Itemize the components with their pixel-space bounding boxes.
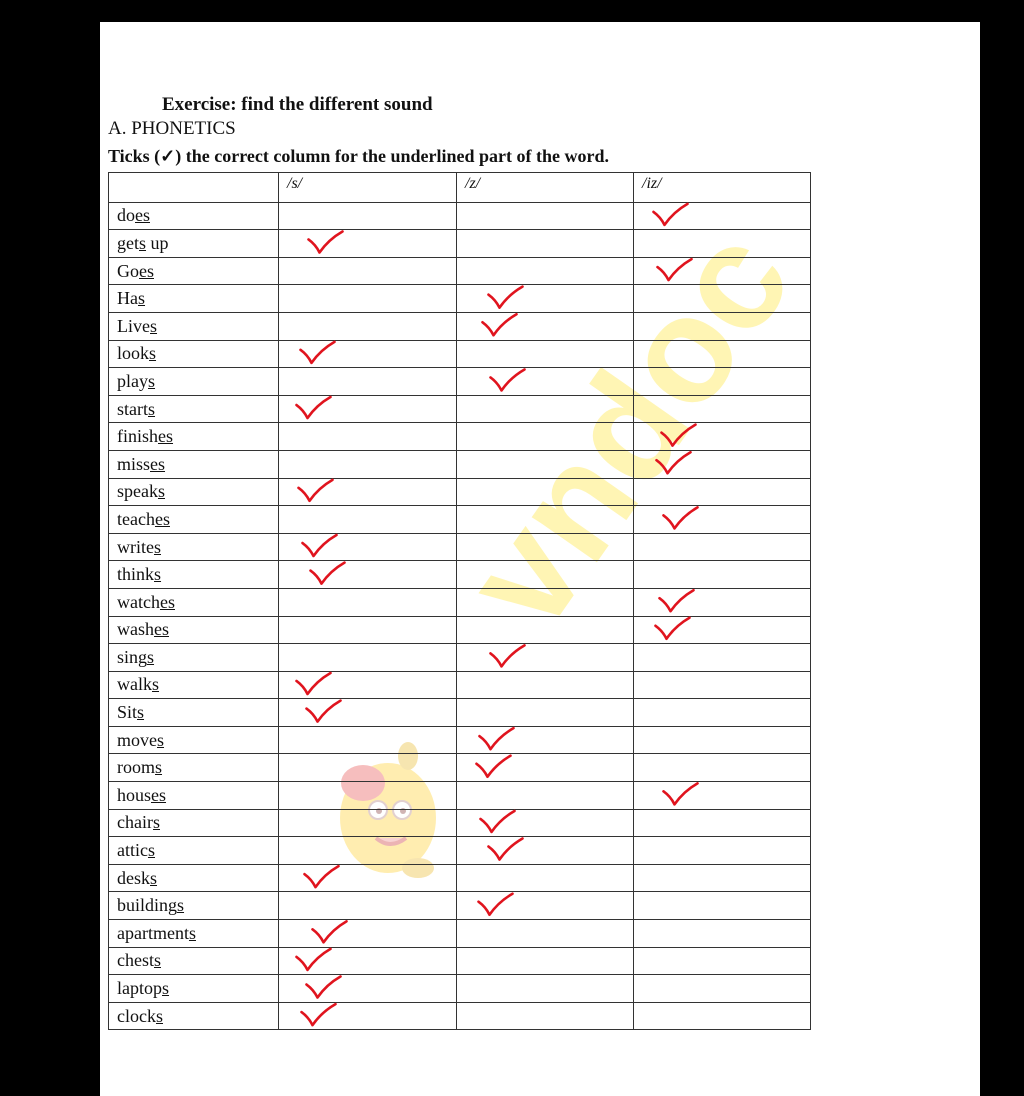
word-stem: room [117,757,155,778]
word-stem: speak [117,481,158,502]
table-row [109,754,811,782]
answer-cell-z[interactable] [457,616,634,644]
answer-cell-s[interactable] [279,368,457,396]
underlined-ending: s [150,315,158,336]
word-cell [109,699,279,727]
answer-cell-iz[interactable] [634,561,811,589]
table-row [109,671,811,699]
answer-cell-iz[interactable] [634,230,811,258]
underlined-ending: s [152,674,160,695]
answer-cell-s[interactable] [279,312,457,340]
underlined-ending: es [139,260,154,281]
word-stem: laptop [117,978,162,999]
header-word-cell [109,173,279,203]
answer-cell-iz[interactable] [634,726,811,754]
answer-cell-s[interactable] [279,1002,457,1030]
word-cell [109,423,279,451]
answer-cell-iz[interactable] [634,616,811,644]
word-stem: Go [117,260,139,281]
word-cell [109,395,279,423]
word-stem: walk [117,674,152,695]
table-row [109,285,811,313]
answer-cell-z[interactable] [457,671,634,699]
table-row [109,395,811,423]
underlined-ending: s [188,922,196,943]
table-row [109,699,811,727]
header-sound-3: /iz/ [634,173,811,203]
underlined-ending: s [177,895,185,916]
table-row [109,644,811,672]
answer-cell-iz[interactable] [634,395,811,423]
underlined-ending: es [154,619,169,640]
answer-cell-s[interactable] [279,644,457,672]
word-cell [109,671,279,699]
answer-cell-z[interactable] [457,230,634,258]
table-row [109,1002,811,1030]
underlined-ending: es [158,426,174,447]
word-cell [109,809,279,837]
word-cell [109,202,279,230]
answer-cell-s[interactable] [279,202,457,230]
underlined-ending: s [149,343,157,364]
answer-cell-iz[interactable] [634,754,811,782]
word-cell [109,285,279,313]
watermark: vndoc [431,199,823,658]
underlined-ending: s [155,757,163,778]
underlined-ending: s [152,812,160,833]
answer-cell-s[interactable] [279,920,457,948]
word-stem: hous [117,784,152,805]
underlined-ending: s [153,950,161,971]
word-stem: sing [117,646,148,667]
answer-cell-iz[interactable] [634,312,811,340]
table-row [109,478,811,506]
word-stem: finish [117,426,159,447]
answer-cell-iz[interactable] [634,340,811,368]
answer-cell-s[interactable] [279,671,457,699]
instruction-text: Ticks (✓) the correct column for the underlined part of the word. [108,146,610,166]
answer-cell-z[interactable] [457,533,634,561]
underlined-ending: es [159,591,175,612]
answer-cell-iz[interactable] [634,699,811,727]
word-stem: get [117,232,139,253]
word-cell [109,837,279,865]
word-cell [109,312,279,340]
word-cell [109,230,279,258]
table-row [109,837,811,865]
word-cell [109,892,279,920]
answer-cell-z[interactable] [457,726,634,754]
answer-cell-iz[interactable] [634,506,811,534]
word-stem: building [117,895,178,916]
table-row [109,340,811,368]
table-row [109,726,811,754]
answer-cell-iz[interactable] [634,285,811,313]
underlined-ending: s [147,646,155,667]
header-sound-2: /z/ [457,173,634,203]
word-stem: wash [117,619,154,640]
answer-cell-iz[interactable] [634,892,811,920]
answer-cell-z[interactable] [457,506,634,534]
answer-cell-s[interactable] [279,699,457,727]
answer-cell-iz[interactable] [634,671,811,699]
answer-cell-z[interactable] [457,450,634,478]
underlined-ending: s [154,564,162,585]
section-heading: A. PHONETICS [108,118,236,139]
answer-cell-s[interactable] [279,892,457,920]
table-row [109,533,811,561]
word-stem: teach [117,508,155,529]
word-stem: write [117,536,154,557]
answer-cell-iz[interactable] [634,920,811,948]
word-stem: Sit [117,702,138,723]
answer-cell-s[interactable] [279,726,457,754]
underlined-ending: es [151,784,167,805]
table-row [109,202,811,230]
answer-cell-z[interactable] [457,340,634,368]
answer-cell-z[interactable] [457,920,634,948]
word-stem: desk [117,867,150,888]
answer-cell-iz[interactable] [634,423,811,451]
answer-cell-z[interactable] [457,975,634,1003]
word-stem: start [117,398,148,419]
answer-cell-z[interactable] [457,423,634,451]
word-stem: Live [117,315,150,336]
word-cell [109,644,279,672]
underlined-ending: s [150,867,158,888]
word-stem: clock [117,1005,156,1026]
word-cell [109,533,279,561]
header-row [109,173,811,203]
table-row [109,312,811,340]
underlined-ending: s [157,481,165,502]
answer-cell-z[interactable] [457,864,634,892]
answer-cell-s[interactable] [279,506,457,534]
table-row [109,450,811,478]
answer-cell-z[interactable] [457,395,634,423]
word-stem: play [117,370,148,391]
word-stem: chair [117,812,153,833]
word-cell [109,975,279,1003]
answer-cell-iz[interactable] [634,257,811,285]
answer-cell-s[interactable] [279,533,457,561]
answer-cell-z[interactable] [457,368,634,396]
answer-cell-z[interactable] [457,809,634,837]
word-cell [109,1002,279,1030]
word-cell [109,368,279,396]
word-cell [109,864,279,892]
word-stem: watch [117,591,160,612]
answer-cell-z[interactable] [457,754,634,782]
phonetics-table [108,172,811,1030]
underlined-ending: s [148,398,156,419]
table-row [109,864,811,892]
answer-cell-s[interactable] [279,864,457,892]
answer-cell-s[interactable] [279,230,457,258]
word-cell [109,588,279,616]
table-row [109,782,811,810]
word-stem: miss [117,453,151,474]
answer-cell-iz[interactable] [634,533,811,561]
table-row [109,588,811,616]
answer-cell-iz[interactable] [634,450,811,478]
answer-cell-iz[interactable] [634,947,811,975]
answer-cell-iz[interactable] [634,1002,811,1030]
answer-cell-z[interactable] [457,699,634,727]
answer-cell-z[interactable] [457,1002,634,1030]
table-row [109,947,811,975]
underlined-ending: s [138,288,146,309]
word-cell [109,782,279,810]
answer-cell-s[interactable] [279,588,457,616]
answer-cell-z[interactable] [457,782,634,810]
answer-cell-s[interactable] [279,809,457,837]
word-stem: do [117,205,135,226]
word-stem: move [117,729,157,750]
underlined-ending: s [147,840,155,861]
answer-cell-z[interactable] [457,285,634,313]
answer-cell-iz[interactable] [634,368,811,396]
answer-cell-iz[interactable] [634,202,811,230]
table-row [109,920,811,948]
underlined-ending: es [150,453,166,474]
table-row [109,230,811,258]
word-cell [109,561,279,589]
answer-cell-iz[interactable] [634,837,811,865]
answer-cell-s[interactable] [279,561,457,589]
answer-cell-iz[interactable] [634,809,811,837]
word-cell [109,257,279,285]
word-cell [109,754,279,782]
answer-cell-z[interactable] [457,312,634,340]
answer-cell-s[interactable] [279,285,457,313]
answer-cell-s[interactable] [279,947,457,975]
answer-cell-s[interactable] [279,616,457,644]
underlined-ending: s [162,978,170,999]
answer-cell-iz[interactable] [634,644,811,672]
answer-cell-s[interactable] [279,340,457,368]
word-cell [109,726,279,754]
answer-cell-s[interactable] [279,257,457,285]
table-body [109,173,811,1030]
word-cell [109,920,279,948]
word-cell [109,478,279,506]
answer-cell-s[interactable] [279,754,457,782]
answer-cell-iz[interactable] [634,782,811,810]
word-stem: look [117,343,150,364]
header-sound-1: /s/ [279,173,457,203]
answer-cell-s[interactable] [279,975,457,1003]
table-row [109,423,811,451]
answer-cell-z[interactable] [457,202,634,230]
answer-cell-z[interactable] [457,257,634,285]
underlined-ending: s [153,536,161,557]
underlined-ending: s [155,1005,163,1026]
table-row [109,809,811,837]
answer-cell-z[interactable] [457,561,634,589]
answer-cell-s[interactable] [279,478,457,506]
word-stem: attic [117,840,148,861]
word-cell [109,450,279,478]
table-row [109,616,811,644]
table-row [109,892,811,920]
table-row [109,368,811,396]
answer-cell-z[interactable] [457,892,634,920]
word-cell [109,616,279,644]
answer-cell-s[interactable] [279,837,457,865]
table-row [109,257,811,285]
answer-cell-iz[interactable] [634,588,811,616]
answer-cell-z[interactable] [457,478,634,506]
answer-cell-iz[interactable] [634,864,811,892]
table-row [109,561,811,589]
word-suffix: up [146,232,169,253]
word-cell [109,340,279,368]
answer-cell-s[interactable] [279,782,457,810]
underlined-ending: es [135,205,150,226]
underlined-ending: s [139,232,147,253]
answer-cell-s[interactable] [279,450,457,478]
answer-cell-s[interactable] [279,395,457,423]
word-stem: Ha [117,288,138,309]
answer-cell-z[interactable] [457,644,634,672]
answer-cell-z[interactable] [457,588,634,616]
underlined-ending: s [137,702,145,723]
word-stem: chest [117,950,154,971]
answer-cell-iz[interactable] [634,975,811,1003]
answer-cell-iz[interactable] [634,478,811,506]
table-row [109,975,811,1003]
word-cell [109,947,279,975]
answer-cell-s[interactable] [279,423,457,451]
answer-cell-z[interactable] [457,947,634,975]
underlined-ending: s [148,370,156,391]
answer-cell-z[interactable] [457,837,634,865]
table-row [109,506,811,534]
word-stem: apartment [117,922,189,943]
word-stem: think [117,564,155,585]
word-cell [109,506,279,534]
exercise-title: Exercise: find the different sound [162,94,433,115]
underlined-ending: s [157,729,165,750]
underlined-ending: es [154,508,170,529]
